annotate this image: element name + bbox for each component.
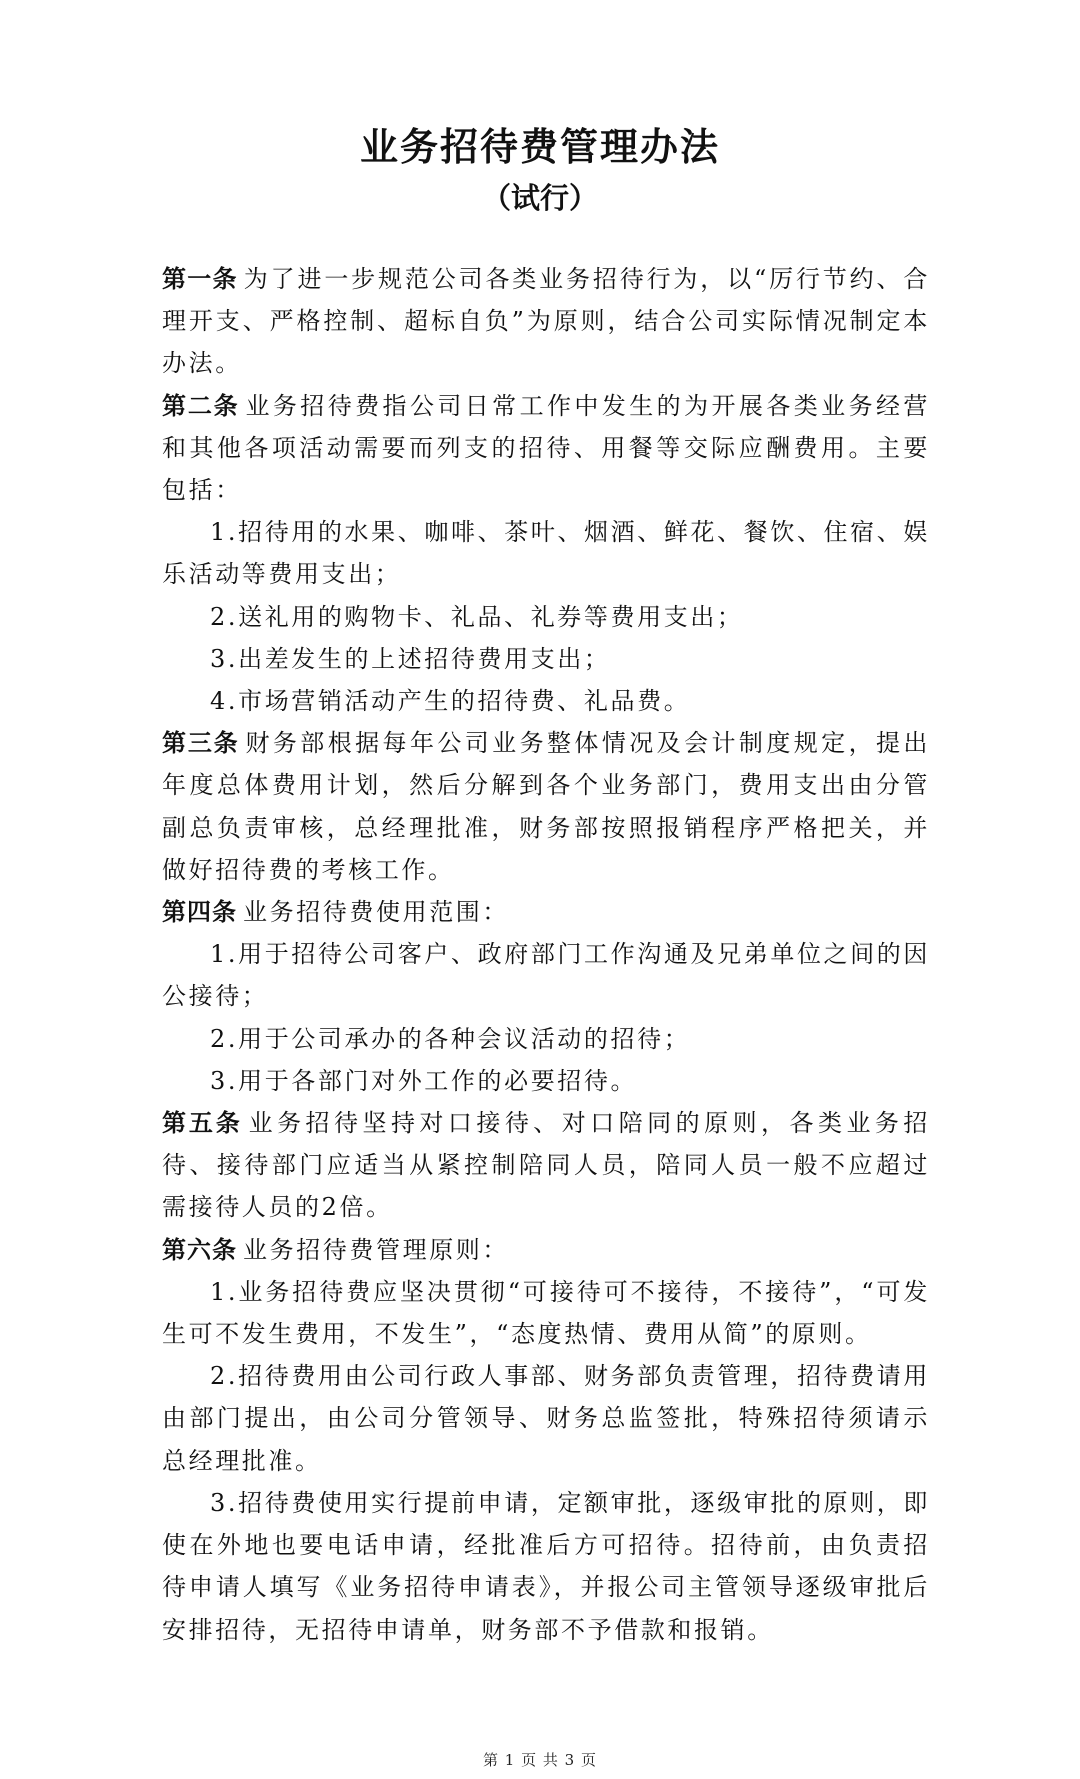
article-text: 财务部根据每年公司业务整体情况及会计制度规定，提出年度总体费用计划，然后分解到各个业务部门，费用支出由分管副总负责审核，总经理批准，财务部按照报销程序严格把关，并做好招待费的考核工作。 <box>162 729 931 884</box>
article-text: 业务招待费指公司日常工作中发生的为开展各类业务经营和其他各项活动需要而列支的招待、用餐等交际应酬费用。主要包括： <box>162 391 931 505</box>
article-paragraph <box>162 258 930 385</box>
article-paragraph <box>162 1229 930 1271</box>
list-item: 1.业务招待费应坚决贯彻“可接待可不接待，不接待”，“可发生可不发生费用，不发生”，“态度热情、费用从简”的原则。 <box>162 1277 930 1349</box>
list-item: 3.招待费使用实行提前申请，定额审批，逐级审批的原则，即使在外地也要电话申请，经批准后方可招待。招待前，由负责招待申请人填写《业务招待申请表》，并报公司主管领导逐级审批后安排招待，无招待申请单，财务部不予借款和报销。 <box>162 1488 930 1644</box>
list-item: 1.用于招待公司客户、政府部门工作沟通及兄弟单位之间的因公接待； <box>162 940 930 1011</box>
article-label: 第二条 <box>162 390 240 420</box>
page-footer: 第 1 页 共 3 页 <box>483 1751 597 1769</box>
list-item: 3.用于各部门对外工作的必要招待。 <box>210 1066 638 1095</box>
list-item: 2.送礼用的购物卡、礼品、礼券等费用支出； <box>210 602 744 631</box>
article-paragraph <box>162 385 930 512</box>
list-item: 1.招待用的水果、咖啡、茶叶、烟酒、鲜花、餐饮、住宿、娱乐活动等费用支出； <box>162 518 930 589</box>
list-item: 3.出差发生的上述招待费用支出； <box>210 644 611 673</box>
article-label: 第一条 <box>162 264 238 293</box>
article-paragraph <box>162 722 930 891</box>
article-5 <box>162 1102 930 1229</box>
article-4 <box>162 891 930 1102</box>
article-3 <box>162 722 930 891</box>
article-text: 业务招待费使用范围： <box>243 898 509 927</box>
article-paragraph <box>162 1102 930 1229</box>
article-label: 第三条 <box>162 728 240 758</box>
article-text: 业务招待费管理原则： <box>243 1235 509 1264</box>
article-label: 第六条 <box>162 1234 237 1264</box>
list-item: 4.市场营销活动产生的招待费、礼品费。 <box>210 687 691 716</box>
article-text: 为了进一步规范公司各类业务招待行为，以“厉行节约、合理开支、严格控制、超标自负”为原则，结合公司实际情况制定本办法。 <box>162 265 930 378</box>
document-title: 业务招待费管理办法 <box>359 124 720 169</box>
article-6 <box>162 1229 930 1651</box>
list-item: 2.用于公司承办的各种会议活动的招待； <box>210 1024 691 1053</box>
article-text: 业务招待坚持对口接待、对口陪同的原则，各类业务招待、接待部门应适当从紧控制陪同人员，陪同人员一般不应超过需接待人员的2倍。 <box>162 1109 930 1222</box>
article-paragraph <box>162 891 930 933</box>
document-subtitle: （试行） <box>481 181 598 215</box>
article-label: 第四条 <box>162 897 237 927</box>
article-label: 第五条 <box>162 1108 243 1138</box>
article-1 <box>162 258 930 385</box>
article-2 <box>162 385 930 723</box>
list-item: 2.招待费用由公司行政人事部、财务部负责管理，招待费请用由部门提出，由公司分管领导、财务总监签批，特殊招待须请示总经理批准。 <box>162 1362 930 1475</box>
document-body <box>162 258 930 1651</box>
